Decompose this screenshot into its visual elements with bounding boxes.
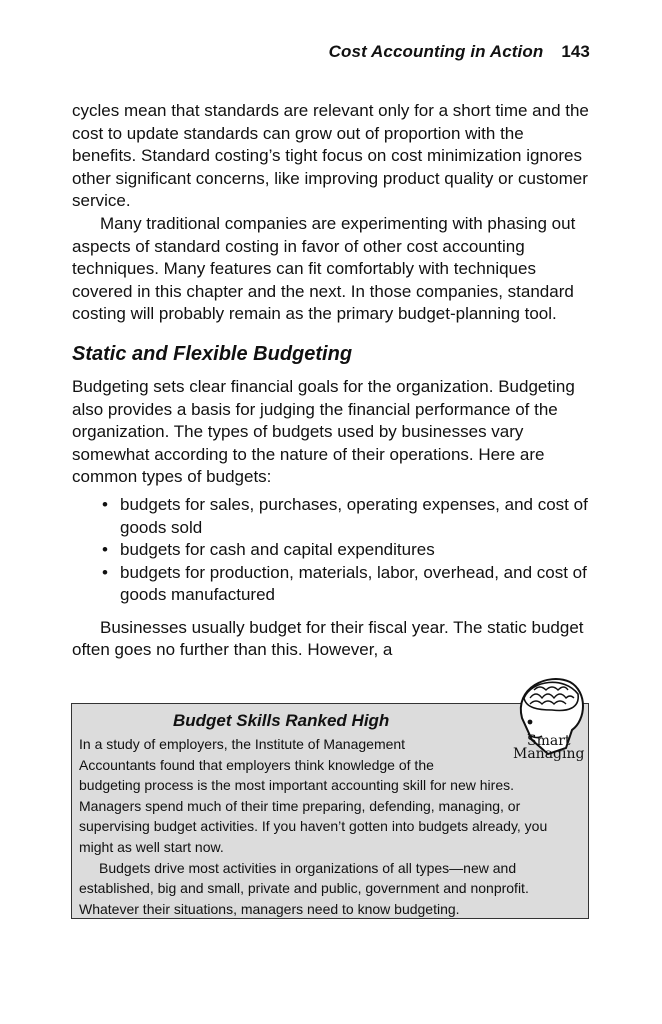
main-text — [72, 100, 590, 662]
budget-types-list — [72, 494, 590, 607]
list-item: • budgets for cash and capital expenditures — [72, 539, 590, 562]
paragraph-3: Budgeting sets clear financial goals for the organization. Budgeting also provides a basis for judging the financial performance of the organization. The types of budgets used by businesses vary somewhat according to the nature of their operations. Here are common types of budgets: — [72, 376, 575, 487]
logo-smart-text: Smart — [527, 733, 571, 749]
list-item: • budgets for production, materials, labor, overhead, and cost of goods manufactured — [72, 562, 590, 607]
list-item: • budgets for sales, purchases, operating expenses, and cost of goods sold — [72, 494, 590, 539]
sidebar-paragraph-2: Budgets drive most activities in organizations of all types—new and established, big and small, private and public, government and nonprofit. Whatever their situations, managers need to know budgeting. — [79, 859, 529, 917]
paragraph-1: cycles mean that standards are relevant only for a short time and the cost to update standards can grow out of proportion with the benefits. Standard costing’s tight focus on cost minimization ignores other significant concerns, like improving product quality or customer service. — [72, 101, 589, 211]
paragraph-4: Businesses usually budget for their fiscal year. The static budget often goes no further than this. However, a — [72, 617, 584, 660]
running-head — [329, 42, 590, 62]
running-title: Cost Accounting in Action — [328, 42, 544, 61]
paragraph-2: Many traditional companies are experimenting with phasing out aspects of standard costing in favor of other cost accounting techniques. Many features can fit comfortably with techniques covered in this chapter and the next. In those companies, standard costing will probably remain as the primary budget-planning tool. — [72, 213, 576, 324]
sidebar-title: Budget Skills Ranked High — [173, 711, 390, 730]
logo-managing-text: Managing — [513, 746, 585, 762]
page-number: 143 — [561, 42, 590, 61]
section-heading: Static and Flexible Budgeting — [72, 342, 353, 365]
sidebar-paragraph-1: In a study of employers, the Institute of Management Accountants found that employers think knowledge of the budgeting process is the most important accounting skill for new hires. Managers spend much of their time preparing, defending, managing, or supervising budget activities. If you haven’t gotten into budgets already, you might as well start now. — [79, 736, 548, 855]
